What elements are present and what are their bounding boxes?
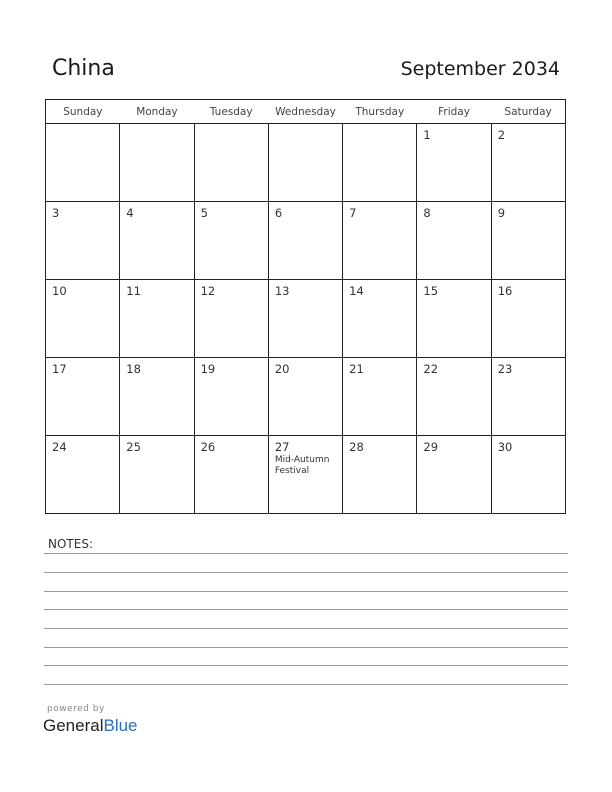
week-row-4 [46, 358, 566, 436]
day-number: 14 [349, 284, 364, 298]
day-number: 3 [52, 206, 60, 220]
day-cell [120, 124, 194, 202]
day-cell [194, 358, 268, 436]
day-cell [417, 280, 491, 358]
day-number: 5 [200, 206, 208, 220]
powered-by-text: powered by [47, 704, 105, 714]
note-line [44, 609, 568, 610]
day-cell [491, 202, 565, 280]
day-number: 13 [274, 284, 290, 298]
day-cell [120, 436, 194, 514]
day-cell [268, 280, 342, 358]
weekday-monday: Monday [120, 100, 194, 124]
day-cell [417, 358, 491, 436]
day-number: 4 [126, 206, 134, 220]
day-number: 27 [274, 440, 290, 454]
day-cell [417, 202, 491, 280]
day-cell [343, 358, 417, 436]
note-line [44, 572, 568, 573]
day-number: 9 [497, 206, 506, 220]
notes-label: NOTES: [48, 537, 93, 551]
day-cell [194, 202, 268, 280]
day-cell [46, 436, 120, 514]
day-number [120, 124, 193, 128]
day-number: 18 [126, 362, 141, 376]
day-number: 10 [52, 284, 67, 298]
day-cell [417, 124, 491, 202]
day-number: 7 [349, 206, 357, 220]
month-year-title: September 2034 [400, 58, 560, 80]
day-cell [491, 280, 565, 358]
day-cell [120, 280, 194, 358]
day-number: 2 [497, 128, 506, 142]
day-number: 25 [126, 440, 141, 454]
day-number: 30 [497, 440, 513, 454]
day-cell [46, 202, 120, 280]
note-line [44, 684, 568, 685]
day-cell [194, 124, 268, 202]
note-line [44, 628, 568, 629]
day-number: 15 [423, 284, 439, 298]
day-number: 24 [52, 440, 67, 454]
day-cell [343, 280, 417, 358]
week-row-5 [46, 436, 566, 514]
day-cell [268, 124, 342, 202]
day-number: 12 [200, 284, 216, 298]
logo-blue: Blue [103, 716, 138, 735]
day-cell [268, 202, 342, 280]
day-number: 26 [200, 440, 216, 454]
note-line [44, 647, 568, 648]
day-number: 6 [274, 206, 283, 220]
note-line [44, 553, 568, 554]
day-number: 17 [52, 362, 67, 376]
day-cell [343, 436, 417, 514]
day-number [195, 124, 268, 128]
day-cell [46, 358, 120, 436]
day-cell [194, 280, 268, 358]
day-number: 22 [423, 362, 439, 376]
day-cell [46, 124, 120, 202]
logo-general: General [43, 716, 104, 735]
week-row-2 [46, 202, 566, 280]
calendar-grid [45, 99, 566, 514]
holiday-label: Mid-Autumn Festival [274, 455, 330, 476]
day-number: 20 [274, 362, 290, 376]
day-number [46, 124, 119, 128]
day-number: 19 [200, 362, 216, 376]
day-cell [194, 436, 268, 514]
day-cell [343, 202, 417, 280]
day-number: 11 [126, 284, 141, 298]
country-title: China [52, 56, 115, 81]
weekday-tuesday: Tuesday [194, 100, 268, 124]
day-number [269, 124, 342, 128]
day-number [343, 124, 416, 128]
day-number: 16 [497, 284, 513, 298]
day-number: 8 [423, 206, 431, 220]
day-number: 1 [423, 128, 431, 142]
week-row-1 [46, 124, 566, 202]
generalblue-logo [43, 716, 138, 736]
weekday-header-row [46, 100, 566, 124]
day-cell [491, 124, 565, 202]
week-row-3 [46, 280, 566, 358]
day-cell [268, 358, 342, 436]
day-cell [46, 280, 120, 358]
note-line [44, 591, 568, 592]
day-cell [120, 202, 194, 280]
weekday-thursday: Thursday [343, 100, 417, 124]
day-cell [120, 358, 194, 436]
weekday-saturday: Saturday [491, 100, 565, 124]
day-number: 29 [423, 440, 439, 454]
weekday-wednesday: Wednesday [268, 100, 342, 124]
weekday-friday: Friday [417, 100, 491, 124]
day-cell [268, 436, 342, 514]
day-cell [343, 124, 417, 202]
day-number: 28 [349, 440, 364, 454]
day-cell [491, 358, 565, 436]
day-number: 23 [497, 362, 513, 376]
note-line [44, 665, 568, 666]
day-number: 21 [349, 362, 364, 376]
day-cell [491, 436, 565, 514]
day-cell [417, 436, 491, 514]
weekday-sunday: Sunday [46, 100, 120, 124]
